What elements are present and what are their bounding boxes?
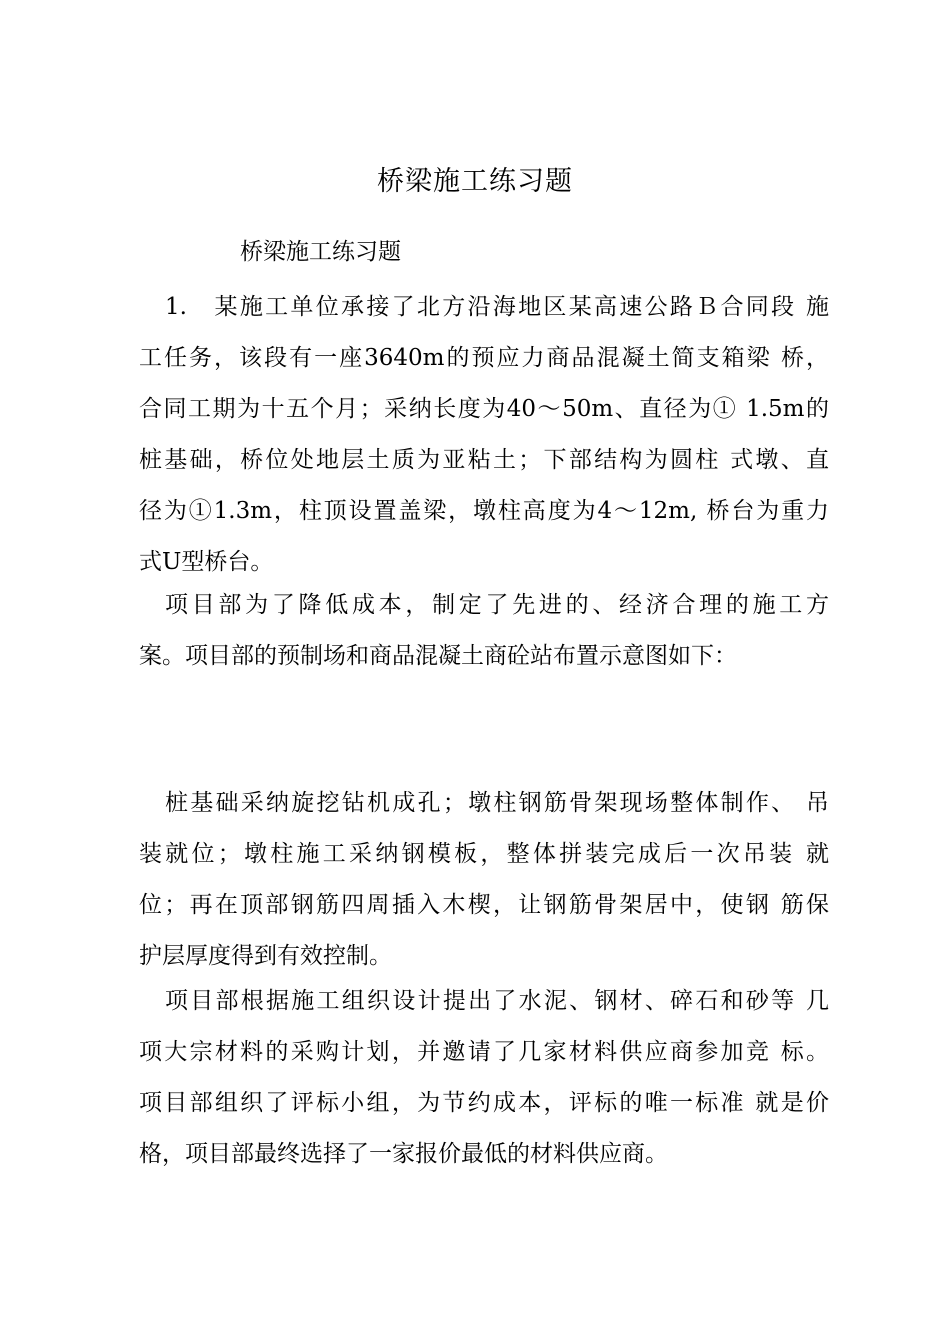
paragraph-4 <box>139 976 829 1180</box>
paragraph-2 <box>139 580 829 682</box>
document-subtitle: 桥梁施工练习题 <box>240 239 401 265</box>
paragraph-2-line: 案。项目部的预制场和商品混凝土商砼站布置示意图如下： <box>139 643 737 669</box>
figure-placeholder <box>139 690 829 760</box>
paragraph-3-line: 位；再在顶部钢筋四周插入木楔，让钢筋骨架居中，使钢 筋保 <box>139 892 829 918</box>
question-1-line: 桩基础，桥位处地层土质为亚粘土；下部结构为圆柱 式墩、直 <box>139 447 829 473</box>
document-title: 桥梁施工练习题 <box>377 166 573 197</box>
paragraph-2-line: 项目部为了降低成本，制定了先进的、经济合理的施工方 <box>165 592 829 618</box>
paragraph-3 <box>139 778 829 982</box>
paragraph-3-line: 护层厚度得到有效控制。 <box>139 943 392 969</box>
paragraph-4-line: 格，项目部最终选择了一家报价最低的材料供应商。 <box>139 1141 668 1167</box>
paragraph-4-line: 项目部根据施工组织设计提出了水泥、钢材、碎石和砂等 几 <box>165 988 829 1014</box>
paragraph-4-line: 项大宗材料的采购计划，并邀请了几家材料供应商参加竞 标。 <box>139 1039 829 1065</box>
question-1-paragraph <box>139 282 829 588</box>
paragraph-3-line: 桩基础采纳旋挖钻机成孔；墩柱钢筋骨架现场整体制作、 吊 <box>165 790 829 816</box>
paragraph-3-line: 装就位；墩柱施工采纳钢模板，整体拼装完成后一次吊装 就 <box>139 841 829 867</box>
question-1-line: 工任务，该段有一座3640m的预应力商品混凝土简支箱梁 桥， <box>139 345 829 371</box>
question-1-line: 径为①1.3m，柱顶设置盖梁，墩柱高度为4〜12m, 桥台为重力 <box>139 498 829 524</box>
question-1-line: 式U型桥台。 <box>139 549 274 575</box>
question-1-line: 合同工期为十五个月；采纳长度为40〜50m、直径为① 1.5m的 <box>139 396 829 422</box>
question-1-line: 1. 某施工单位承接了北方沿海地区某高速公路Ｂ合同段 施 <box>165 294 829 320</box>
paragraph-4-line: 项目部组织了评标小组，为节约成本，评标的唯一标准 就是价 <box>139 1090 829 1116</box>
